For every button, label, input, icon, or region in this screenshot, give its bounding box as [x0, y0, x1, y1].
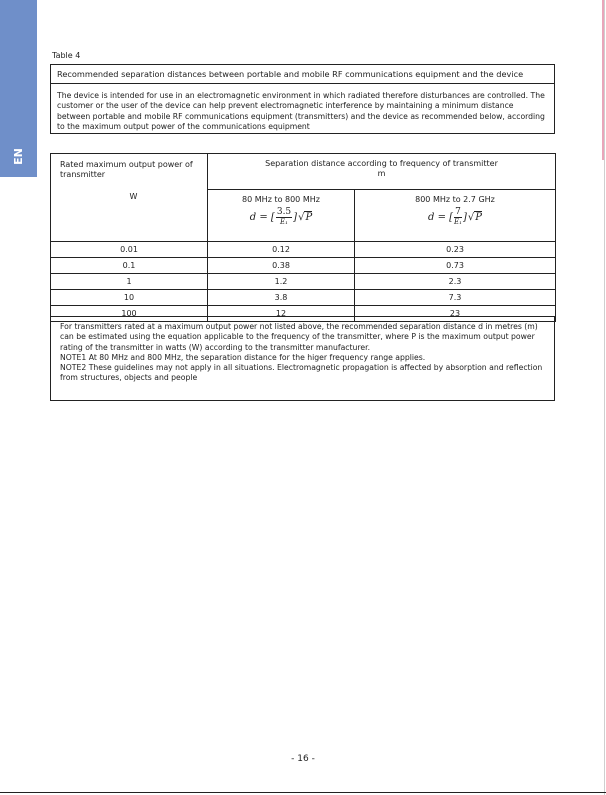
formula-radicand: P: [475, 212, 482, 223]
formula-lhs: d = [: [428, 212, 454, 223]
distance-formula: [250, 208, 312, 227]
distance-cell-high: 7.3: [355, 290, 556, 306]
formula-bracket: ]: [462, 212, 467, 223]
separation-header-cell: [208, 154, 556, 190]
distance-cell-low: 0.38: [208, 258, 355, 274]
formula-denominator: E₁: [280, 218, 288, 226]
table-caption: Table 4: [52, 51, 81, 60]
power-cell: 1: [51, 274, 208, 290]
page-number: - 16 -: [291, 754, 315, 764]
formula-sqrt: √P: [298, 212, 313, 223]
table-row: [51, 242, 556, 258]
language-label: EN: [12, 148, 25, 165]
rated-power-header-cell: [51, 154, 208, 242]
distance-cell-low: 3.8: [208, 290, 355, 306]
range-header-cell: [208, 190, 355, 242]
distance-cell-low: 0.12: [208, 242, 355, 258]
formula-denominator: E₁: [454, 218, 462, 226]
distance-cell-high: 2.3: [355, 274, 556, 290]
separation-unit: m: [377, 169, 386, 178]
power-cell: 0.01: [51, 242, 208, 258]
distance-cell-high: 23: [355, 306, 556, 322]
range-label: 800 MHz to 2.7 GHz: [415, 195, 495, 204]
intro-box: [50, 84, 555, 134]
table-row: [51, 258, 556, 274]
formula-fraction: [454, 208, 462, 227]
page-bottom-line: [0, 792, 606, 793]
range-header-cell: [355, 190, 556, 242]
range-label: 80 MHz to 800 MHz: [242, 195, 320, 204]
rated-power-unit: W: [129, 192, 138, 201]
notes-box: [50, 316, 555, 401]
power-cell: 10: [51, 290, 208, 306]
note-2: NOTE2 These guidelines may not apply in all situations. Electromagnetic propagation is affected by absorption and reflection from structures, objects and people: [60, 363, 543, 383]
language-tab: [0, 0, 37, 177]
formula-numerator: 7: [455, 207, 461, 217]
table-row: [51, 290, 556, 306]
formula-sqrt: √P: [467, 212, 482, 223]
power-cell: 100: [51, 306, 208, 322]
formula-numerator: 3.5: [276, 207, 292, 217]
distance-cell-low: 12: [208, 306, 355, 322]
formula-lhs: d = [: [249, 212, 275, 223]
formula-radicand: P: [305, 212, 313, 223]
page-edge-line: [604, 0, 605, 795]
formula-bracket: ]: [293, 212, 298, 223]
table-title: Recommended separation distances between portable and mobile RF communications equipment and the device: [57, 69, 524, 79]
distance-formula: [428, 208, 482, 227]
notes-main: For transmitters rated at a maximum output power not listed above, the recommended separation distance d in metres (m) can be estimated using the equation applicable to the frequency of the transmitter, where P is the maximum output power rating of the transmitter in watts (W) according to the transmitter manufacturer.: [60, 322, 538, 352]
intro-text: The device is intended for use in an electromagnetic environment in which radiated therefore disturbances are controlled. The customer or the user of the device can help prevent electromagnetic interference by maintaining a minimum distance between portable and mobile RF communications equipment (transmitters) and the device as recommended below, according to the maximum output power of the communications equipment: [57, 91, 545, 132]
table-row: [51, 274, 556, 290]
note-1: NOTE1 At 80 MHz and 800 MHz, the separation distance for the higer frequency range applies.: [60, 352, 426, 362]
distance-cell-high: 0.23: [355, 242, 556, 258]
distance-cell-high: 0.73: [355, 258, 556, 274]
table-title-box: [50, 64, 555, 84]
notes-content: [60, 322, 548, 384]
separation-distance-table: [50, 153, 556, 322]
rated-power-header: Rated maximum output power of transmitter: [60, 160, 193, 179]
distance-cell-low: 1.2: [208, 274, 355, 290]
power-cell: 0.1: [51, 258, 208, 274]
separation-header: Separation distance according to frequency of transmitter: [265, 159, 498, 168]
formula-fraction: [276, 208, 292, 227]
